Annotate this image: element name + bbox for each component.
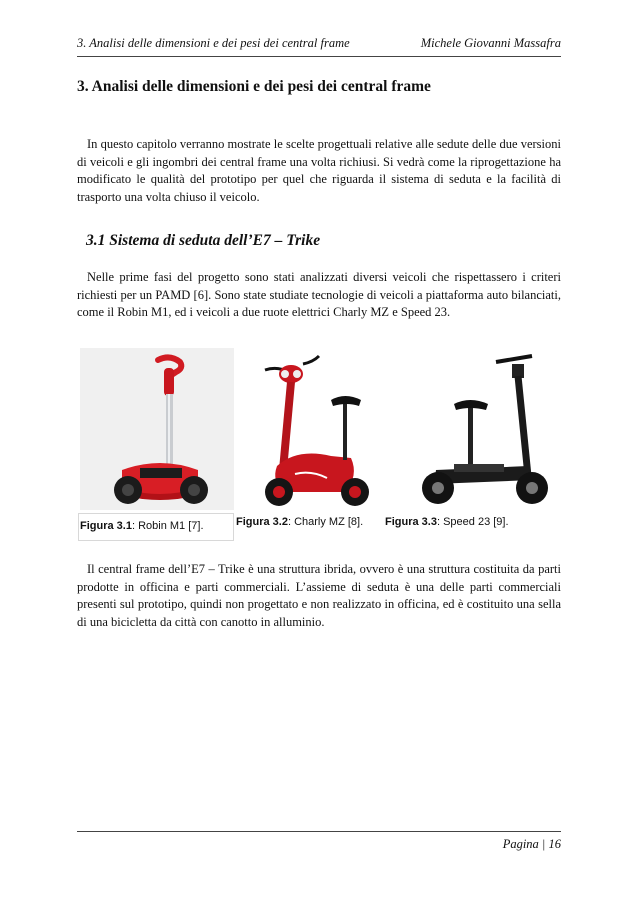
page-number: Pagina | 16 [502, 837, 561, 851]
figure-caption-3-3 [385, 516, 509, 528]
chapter-title: 3. Analisi delle dimensioni e dei pesi dei central frame [77, 78, 431, 95]
figure-caption-text: : Robin M1 [7]. [131, 520, 204, 532]
footer-rule [77, 831, 561, 832]
header-chapter: 3. Analisi delle dimensioni e dei pesi dei central frame [77, 36, 350, 50]
header-rule [77, 56, 561, 57]
section-title: 3.1 Sistema di seduta dell’E7 – Trike [86, 232, 321, 249]
section-paragraph-2: Il central frame dell’E7 – Trike è una struttura ibrida, ovvero è una struttura costituita da parti prodotte in officina e parti commerciali. L’assieme di seduta è una delle parti commerciali presenti sul prototipo, quindi non progettato e non realizzato in officina, ed è costituito una sella di una bicicletta da città con canotto in alluminio. [77, 562, 561, 629]
header-author: Michele Giovanni Massafra [420, 36, 561, 50]
figure-label: Figura 3.3 [385, 516, 437, 528]
section-paragraph-1: Nelle prime fasi del progetto sono stati analizzati diversi veicoli che rispettassero i criteri richiesti per un PAMD [6]. Sono state studiate tecnologie di veicoli a piattaforma auto bilanciati, come il Robin M1, ed i veicoli a due ruote elettrici Charly MZ e Speed 23. [77, 270, 561, 320]
figure-caption-3-2 [236, 516, 363, 528]
running-header [77, 36, 561, 54]
figure-speed-23-image [408, 348, 558, 510]
figure-label: Figura 3.1 [80, 520, 132, 532]
figure-label: Figura 3.2 [236, 516, 288, 528]
figure-charly-mz-image [255, 348, 385, 510]
figure-caption-3-1 [80, 520, 230, 538]
figure-caption-text: : Charly MZ [8]. [287, 516, 364, 528]
intro-paragraph: In questo capitolo verranno mostrate le scelte progettuali relative alle sedute delle due versioni di veicoli e gli ingombri dei central frame una volta richiusi. Si vedrà come la riprogettazione ha modificato le qualità del prototipo per quel che riguarda il sistema di seduta e la facilità di trasporto una volta chiuso il veicolo. [77, 137, 561, 204]
figure-robin-m1-image [80, 348, 234, 510]
figure-caption-text: : Speed 23 [9]. [436, 516, 509, 528]
